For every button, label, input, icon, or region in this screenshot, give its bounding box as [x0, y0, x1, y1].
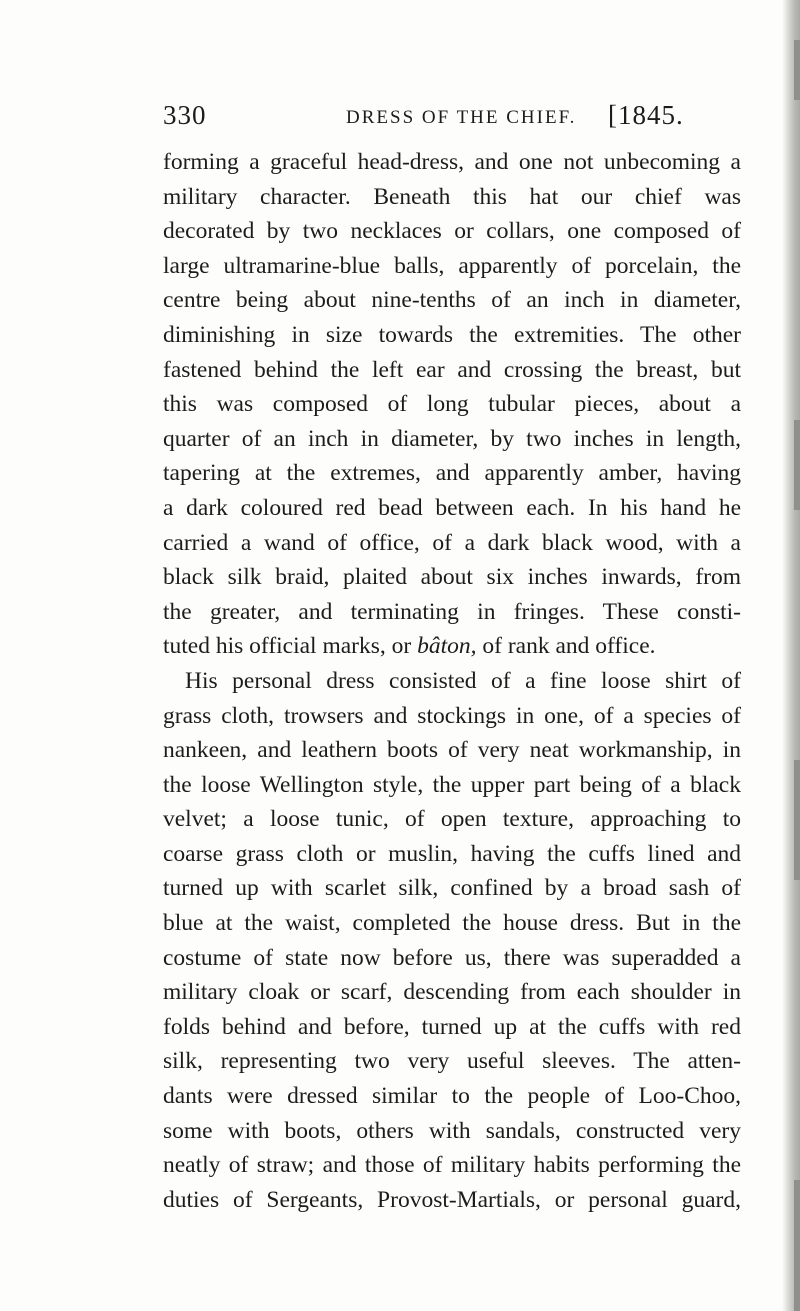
running-header: [163, 100, 763, 140]
text-line: forming a graceful head-dress, and one not unbecoming a: [163, 149, 741, 175]
header-date: [1845.: [608, 100, 684, 130]
text-line: silk, representing two very useful sleeves. The atten-: [163, 1048, 741, 1075]
text-line-with-italic: [163, 629, 741, 664]
text-line: black silk braid, plaited about six inches inwards, from: [163, 564, 741, 591]
text-line: large ultramarine-blue balls, apparently of porcelain, the: [163, 252, 741, 279]
text-line: a dark coloured red bead between each. In his hand he: [163, 494, 741, 521]
text-line: folds behind and before, turned up at the cuffs with red: [163, 1013, 741, 1040]
text-line: turned up with scarlet silk, confined by a broad sash of: [163, 875, 741, 902]
text-line: coarse grass cloth or muslin, having the cuffs lined and: [163, 840, 741, 867]
text-line: decorated by two necklaces or collars, one composed of: [163, 218, 741, 245]
text-line: nankeen, and leathern boots of very neat workmanship, in: [163, 737, 741, 764]
text-line: carried a wand of office, of a dark black wood, with a: [163, 529, 741, 556]
text-line: tapering at the extremes, and apparently amber, having: [163, 460, 741, 487]
body-text: [163, 145, 741, 1217]
text-line: the greater, and terminating in fringes. These consti-: [163, 598, 741, 625]
text-segment: of rank and office.: [476, 633, 656, 660]
text-line: costume of state now before us, there was superadded a: [163, 944, 741, 971]
text-line: this was composed of long tubular pieces, about a: [163, 391, 741, 418]
text-line: blue at the waist, completed the house dress. But in the: [163, 910, 741, 937]
text-line: duties of Sergeants, Provost-Martials, or personal guard,: [163, 1186, 741, 1213]
edge-mark: [794, 1180, 800, 1311]
text-line: dants were dressed similar to the people of Loo-Choo,: [163, 1083, 741, 1110]
text-line: neatly of straw; and those of military habits performing the: [163, 1152, 741, 1179]
text-line: centre being about nine-tenths of an inch in diameter,: [163, 287, 741, 314]
text-line: military cloak or scarf, descending from each shoulder in: [163, 979, 741, 1006]
text-line: velvet; a loose tunic, of open texture, approaching to: [163, 806, 741, 833]
page-edge-shadow: [782, 0, 800, 1311]
edge-mark: [794, 760, 800, 880]
text-line: some with boots, others with sandals, constructed very: [163, 1117, 741, 1144]
edge-mark: [794, 420, 800, 510]
edge-mark: [794, 40, 800, 100]
text-line: diminishing in size towards the extremities. The other: [163, 321, 741, 348]
running-title: DRESS OF THE CHIEF.: [346, 107, 577, 128]
text-line: grass cloth, trowsers and stockings in one, of a species of: [163, 702, 741, 729]
text-line: fastened behind the left ear and crossing the breast, but: [163, 356, 741, 383]
text-segment: tuted his official marks, or: [163, 633, 418, 660]
page-number: 330: [163, 100, 207, 130]
italic-word-baton: bâton,: [417, 633, 477, 660]
paragraph-first-line: His personal dress consisted of a fine loose shirt of: [185, 667, 741, 694]
text-line: quarter of an inch in diameter, by two inches in length,: [163, 425, 741, 452]
text-line: military character. Beneath this hat our chief was: [163, 183, 741, 210]
text-line: the loose Wellington style, the upper part being of a black: [163, 771, 741, 798]
